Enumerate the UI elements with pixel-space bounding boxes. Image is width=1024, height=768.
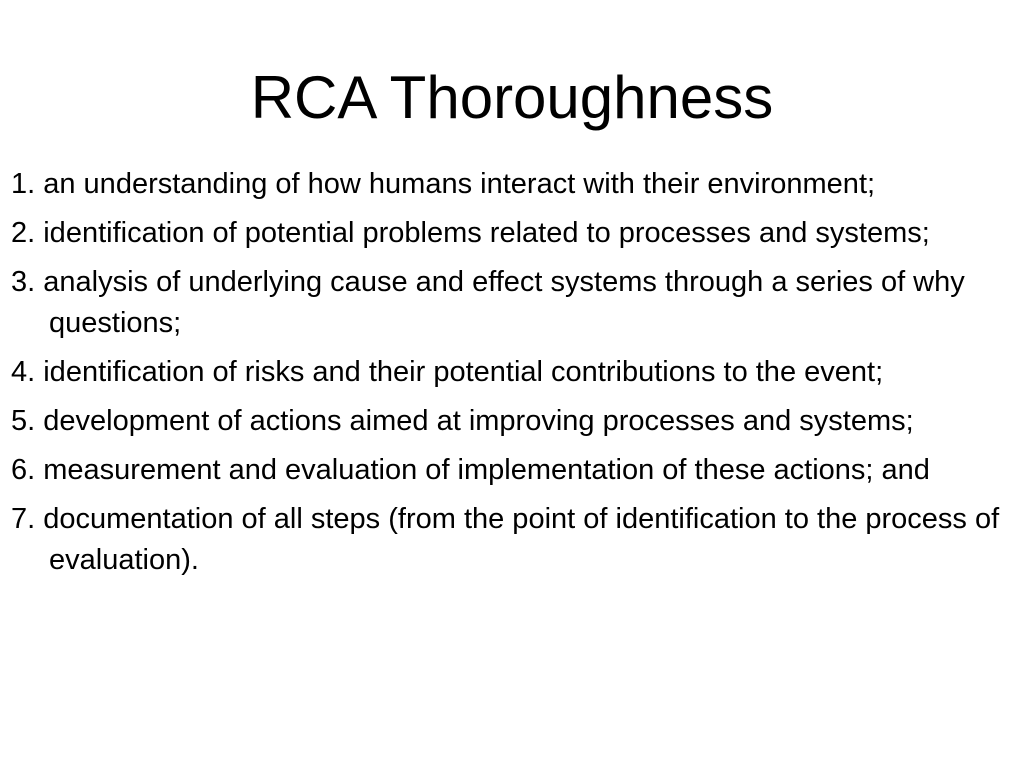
list-item: 4. identification of risks and their potential contributions to the event;: [11, 356, 884, 388]
list-item: 5. development of actions aimed at improving processes and systems;: [11, 405, 914, 437]
list-item: 3. analysis of underlying cause and effect systems through a series of why questions;: [11, 266, 965, 339]
list-item: 7. documentation of all steps (from the point of identification to the process of evaluation).: [11, 503, 1000, 576]
list-item: 1. an understanding of how humans interact with their environment;: [11, 168, 876, 200]
list-item: 6. measurement and evaluation of implementation of these actions; and: [11, 454, 930, 486]
list-item: 2. identification of potential problems related to processes and systems;: [11, 217, 930, 249]
thoroughness-list: [0, 164, 1010, 589]
slide-title: RCA Thoroughness: [250, 64, 774, 131]
